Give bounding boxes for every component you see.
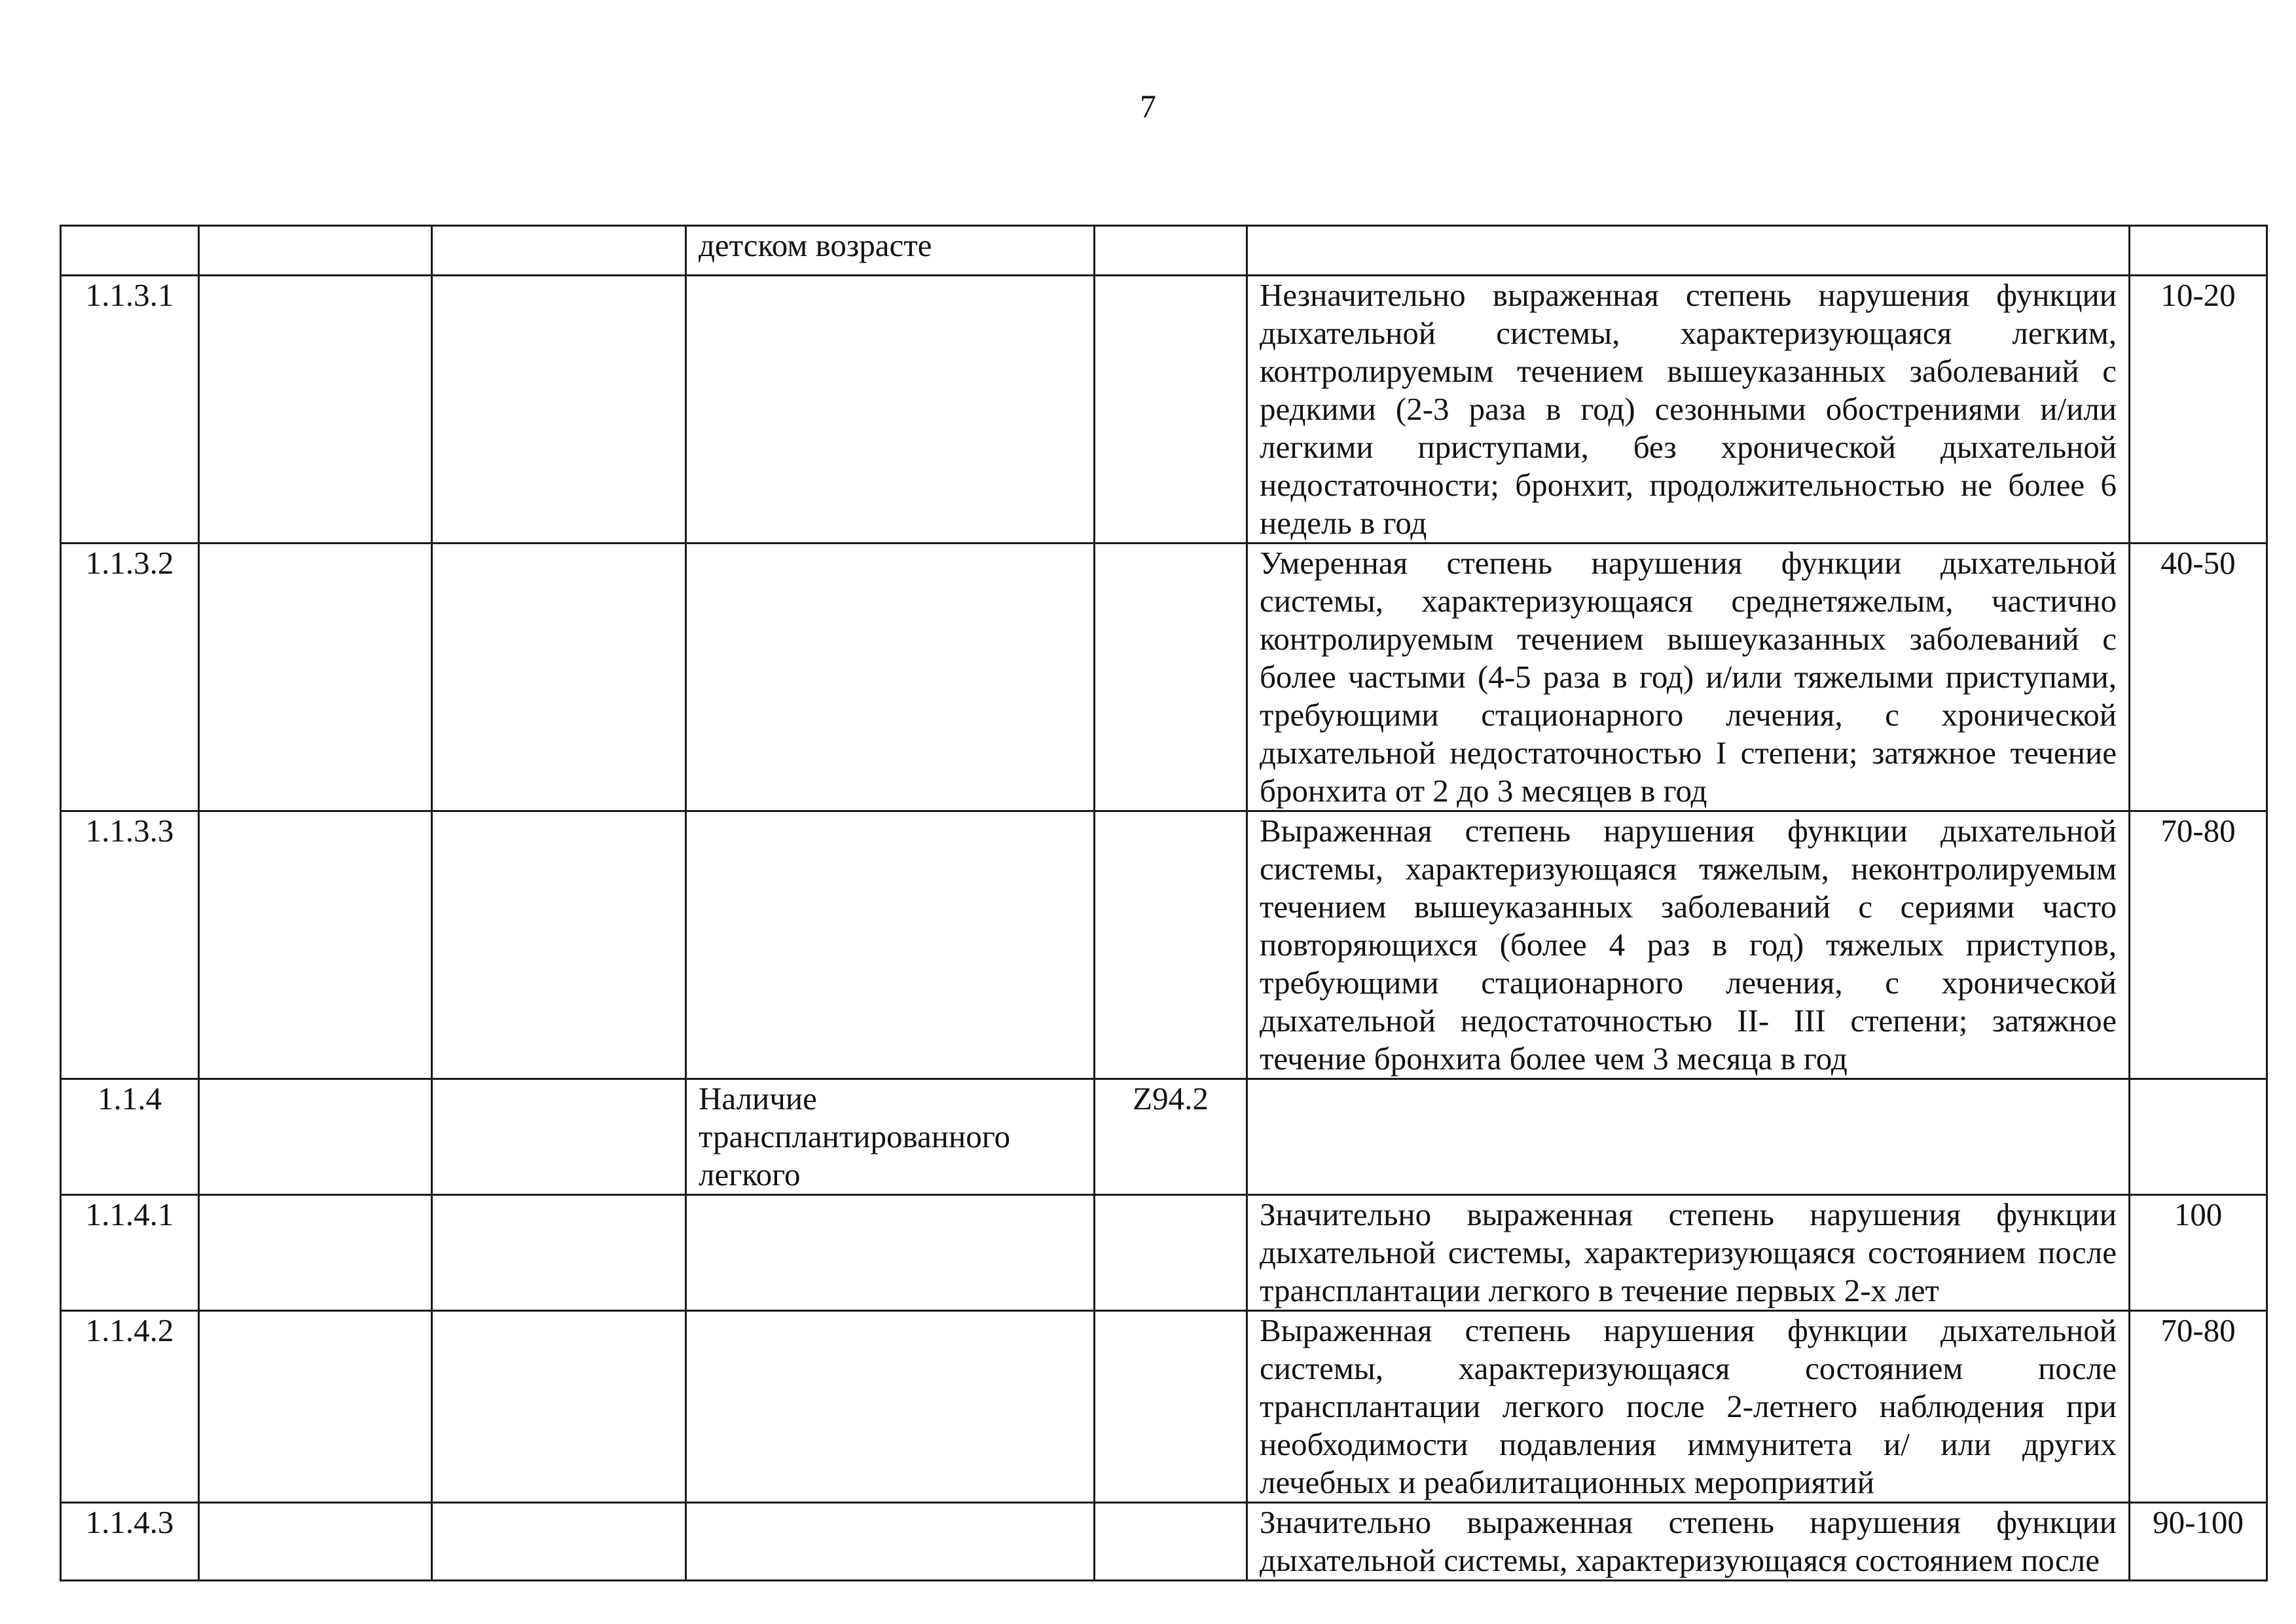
description-cell: [1247, 1195, 2130, 1311]
description-cell: [1247, 811, 2130, 1079]
percent-text: 100: [2174, 1196, 2223, 1232]
icd-cell: [1095, 226, 1247, 276]
description-cell: [1247, 226, 2130, 276]
empty-cell: [432, 1503, 686, 1581]
empty-cell: [432, 811, 686, 1079]
percent-cell: [2130, 1311, 2267, 1503]
description-text: Значительно выраженная степень нарушения функции дыхательной системы, характеризующаяся состоянием после трансплантации легкого в течение первых 2-х лет: [1260, 1196, 2117, 1308]
percent-cell: [2130, 1079, 2267, 1195]
percent-cell: [2130, 544, 2267, 811]
empty-cell: [199, 226, 432, 276]
description-cell: [1247, 1079, 2130, 1195]
table-row: [61, 811, 2267, 1079]
description-text: Умеренная степень нарушения функции дыхательной системы, характеризующаяся среднетяжелым, частично контролируемым течением вышеуказанных заболеваний с более частыми (4-5 раза в год) и/или тяжелыми приступами, требующими стационарного лечения, с хронической дыхательной недостаточностью I степени; затяжное течение бронхита от 2 до 3 месяцев в год: [1260, 545, 2117, 809]
empty-cell: [199, 811, 432, 1079]
code-cell: [61, 811, 199, 1079]
code-cell: [61, 1195, 199, 1311]
percent-text: 40-50: [2160, 545, 2236, 581]
percent-text: 90-100: [2153, 1504, 2244, 1540]
icd-cell: [1095, 1311, 1247, 1503]
empty-cell: [432, 544, 686, 811]
icd-cell: [1095, 276, 1247, 544]
percent-cell: [2130, 811, 2267, 1079]
page-number: 7: [1140, 88, 1156, 124]
empty-cell: [199, 1311, 432, 1503]
empty-cell: [199, 1079, 432, 1195]
percent-text: 70-80: [2160, 1312, 2236, 1348]
code-cell: [61, 1503, 199, 1581]
empty-cell: [432, 1195, 686, 1311]
code-cell: [61, 276, 199, 544]
empty-cell: [199, 1195, 432, 1311]
name-text: Наличие трансплантированного легкого: [699, 1080, 1011, 1192]
icd-cell: [1095, 1503, 1247, 1581]
table-row: [61, 1195, 2267, 1311]
table-row: [61, 1311, 2267, 1503]
empty-cell: [432, 276, 686, 544]
description-cell: [1247, 544, 2130, 811]
table-row: [61, 226, 2267, 276]
description-text: Незначительно выраженная степень нарушения функции дыхательной системы, характеризующаяся легким, контролируемым течением вышеуказанных заболеваний с редкими (2-3 раза в год) сезонными обострениями и/или легкими приступами, без хронической дыхательной недостаточности; бронхит, продолжительностью не более 6 недель в год: [1260, 277, 2117, 541]
name-cell: [686, 1195, 1095, 1311]
icd-cell: [1095, 811, 1247, 1079]
code-text: 1.1.3.1: [85, 277, 174, 313]
description-cell: [1247, 1503, 2130, 1581]
percent-cell: [2130, 226, 2267, 276]
criteria-table: [60, 225, 2268, 1581]
percent-cell: [2130, 276, 2267, 544]
empty-cell: [432, 1079, 686, 1195]
empty-cell: [199, 276, 432, 544]
percent-text: 10-20: [2160, 277, 2236, 313]
name-cell: [686, 226, 1095, 276]
empty-cell: [199, 544, 432, 811]
description-text: Значительно выраженная степень нарушения функции дыхательной системы, характеризующаяся состоянием после: [1260, 1504, 2117, 1578]
empty-cell: [199, 1503, 432, 1581]
table-row: [61, 544, 2267, 811]
description-text: Выраженная степень нарушения функции дыхательной системы, характеризующаяся состоянием после трансплантации легкого после 2-летнего наблюдения при необходимости подавления иммунитета и/ или других лечебных и реабилитационных мероприятий: [1260, 1312, 2117, 1500]
table-row: [61, 1079, 2267, 1195]
name-cell: [686, 811, 1095, 1079]
name-cell: [686, 544, 1095, 811]
name-text: детском возрасте: [699, 227, 932, 263]
name-cell: [686, 276, 1095, 544]
description-cell: [1247, 276, 2130, 544]
table-row: [61, 276, 2267, 544]
code-cell: [61, 226, 199, 276]
description-cell: [1247, 1311, 2130, 1503]
code-text: 1.1.4.1: [85, 1196, 174, 1232]
code-text: 1.1.4.2: [85, 1312, 174, 1348]
code-cell: [61, 1311, 199, 1503]
code-text: 1.1.3.2: [85, 545, 174, 581]
name-cell: [686, 1311, 1095, 1503]
name-cell: [686, 1503, 1095, 1581]
icd-code-text: Z94.2: [1133, 1080, 1209, 1116]
icd-cell: [1095, 544, 1247, 811]
table-row: [61, 1503, 2267, 1581]
empty-cell: [432, 1311, 686, 1503]
code-cell: [61, 1079, 199, 1195]
code-text: 1.1.4.3: [85, 1504, 174, 1540]
code-text: 1.1.3.3: [85, 813, 174, 849]
percent-text: 70-80: [2160, 813, 2236, 849]
description-text: Выраженная степень нарушения функции дыхательной системы, характеризующаяся тяжелым, неконтролируемым течением вышеуказанных заболеваний с сериями часто повторяющихся (более 4 раз в год) тяжелых приступов, требующими стационарного лечения, с хронической дыхательной недостаточностью II- III степени; затяжное течение бронхита более чем 3 месяца в год: [1260, 813, 2117, 1077]
code-text: 1.1.4: [98, 1080, 162, 1116]
percent-cell: [2130, 1195, 2267, 1311]
icd-cell: [1095, 1195, 1247, 1311]
empty-cell: [432, 226, 686, 276]
icd-cell: [1095, 1079, 1247, 1195]
code-cell: [61, 544, 199, 811]
name-cell: [686, 1079, 1095, 1195]
percent-cell: [2130, 1503, 2267, 1581]
